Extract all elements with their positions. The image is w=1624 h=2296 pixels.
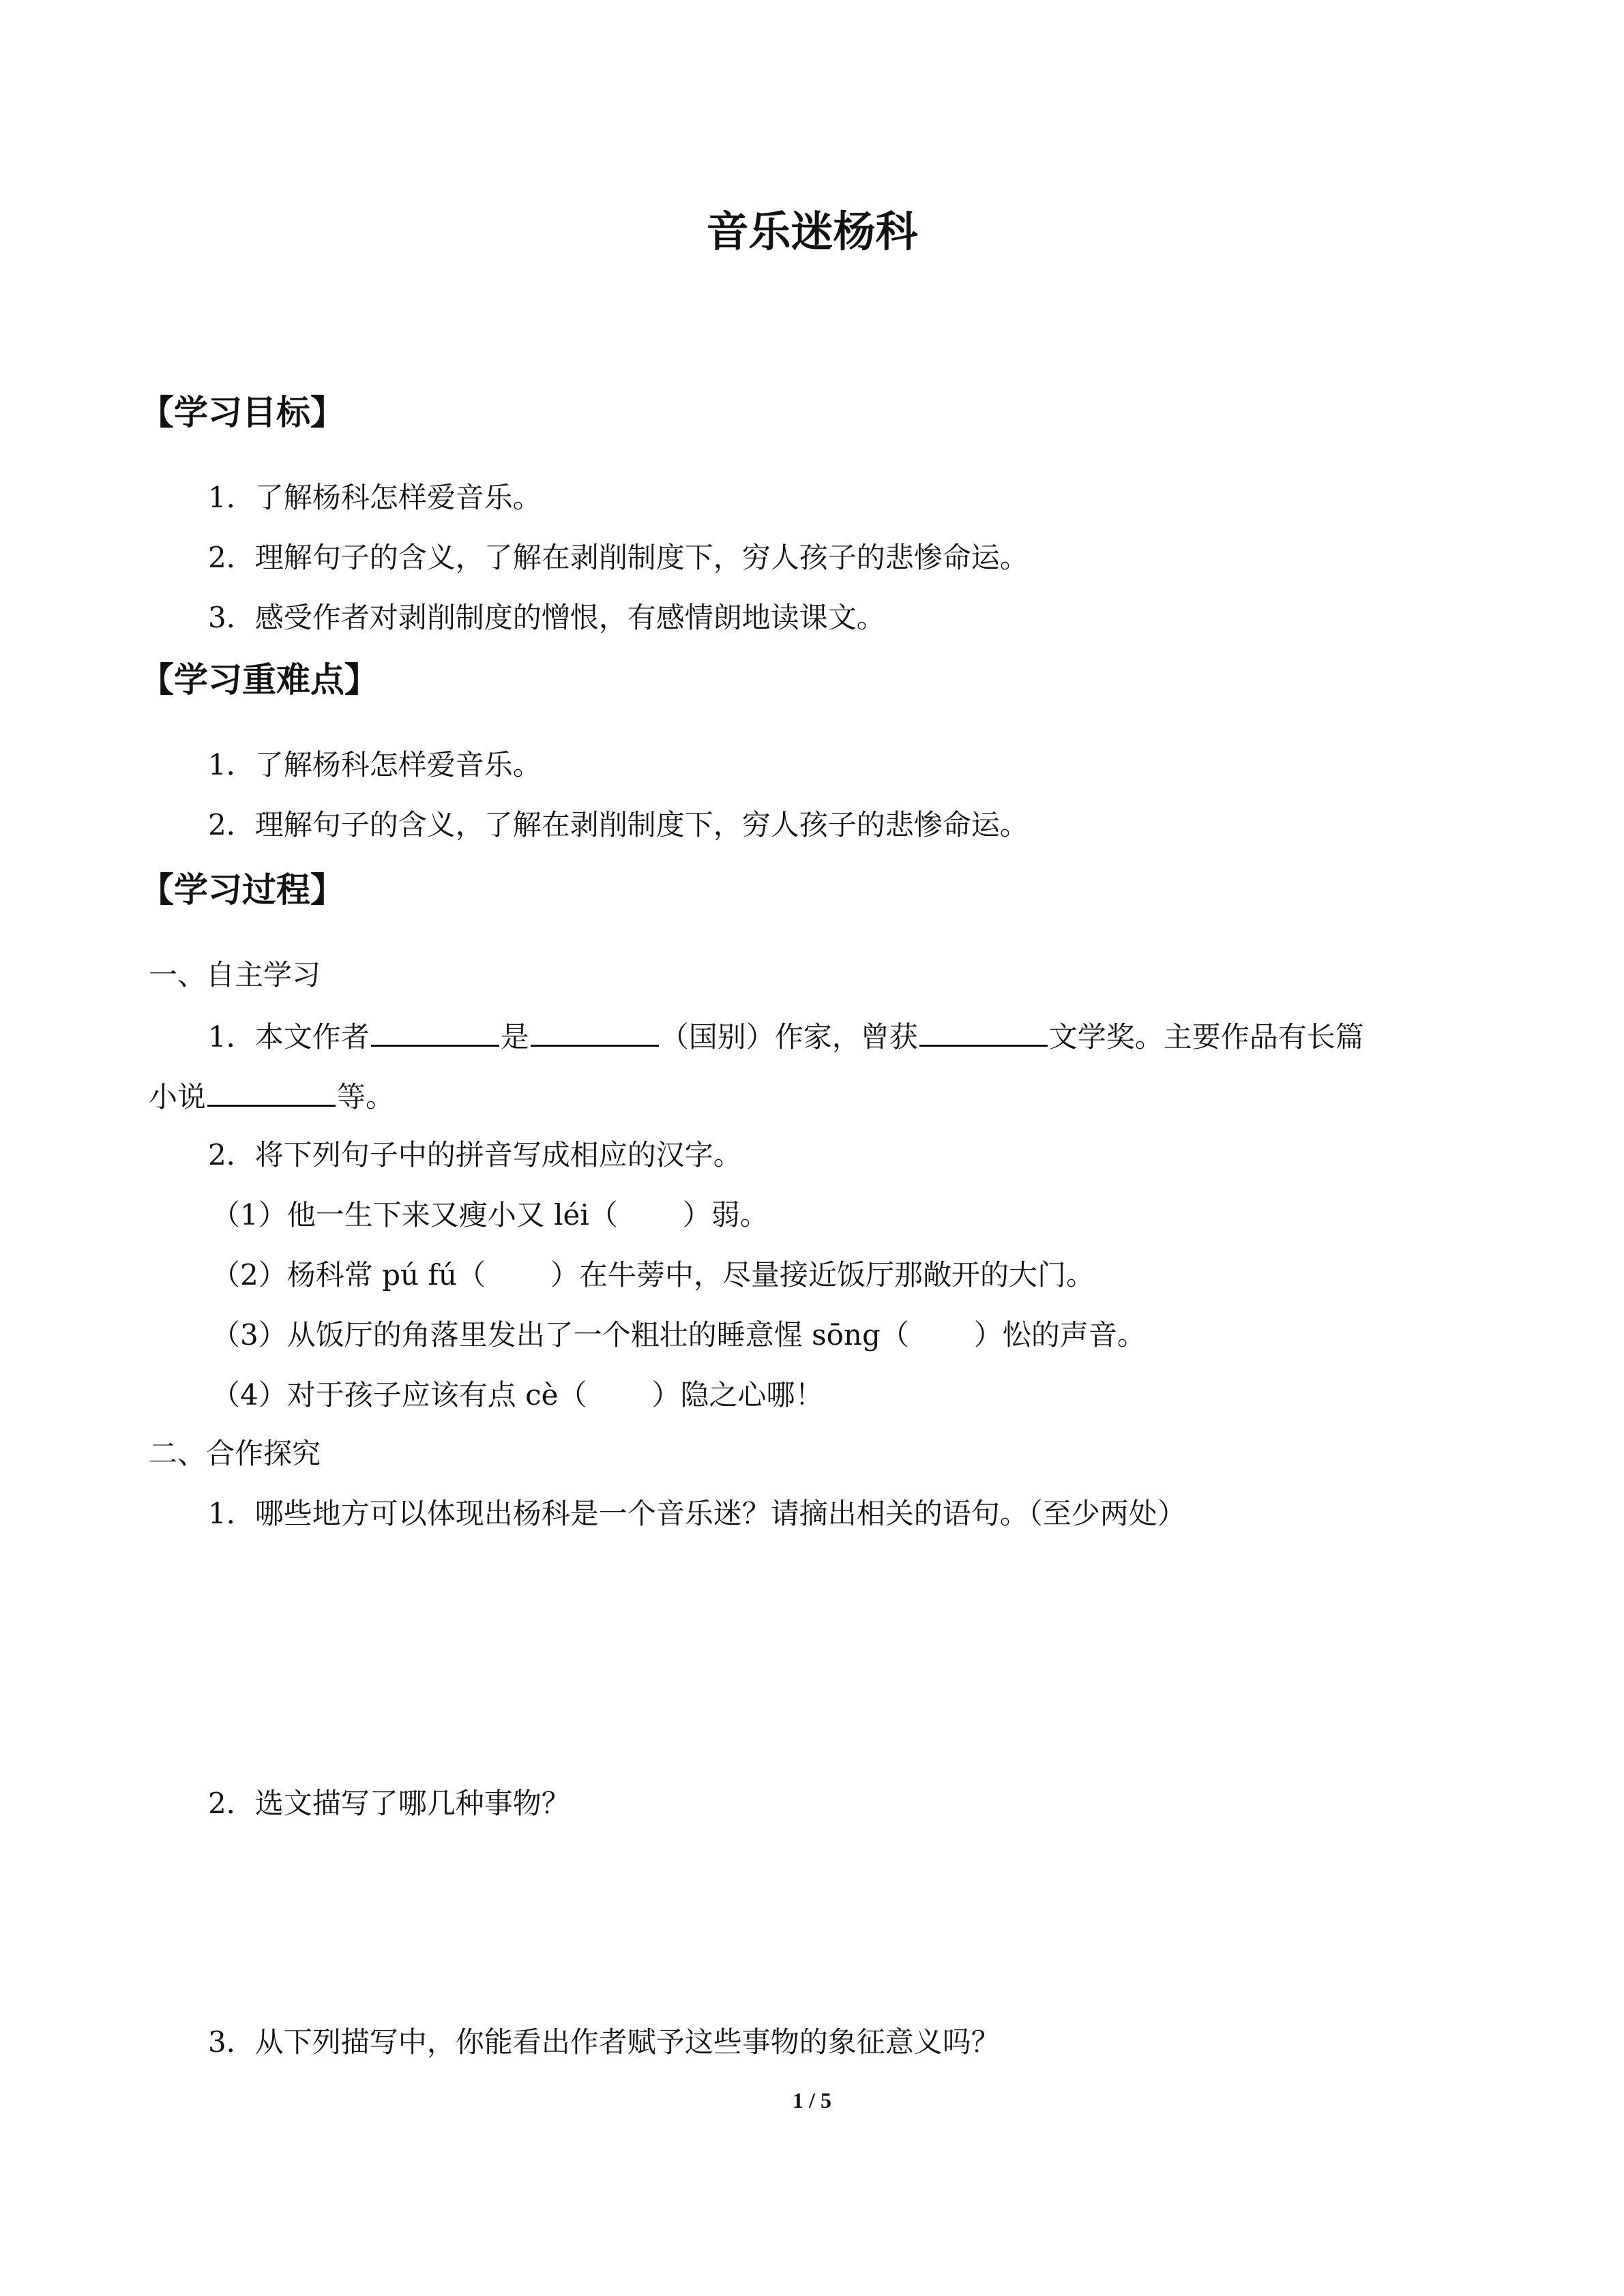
goal-item: 3．感受作者对剥削制度的憎恨，有感情朗地读课文。 (208, 601, 885, 634)
question-text: 1．本文作者 (208, 1020, 370, 1054)
pinyin-item-text: ）隐之心哪！ (651, 1378, 824, 1412)
question-pinyin-intro: 2．将下列句子中的拼音写成相应的汉字。 (208, 1138, 742, 1172)
pinyin-item (211, 1375, 823, 1416)
pinyin-item-text: ）在牛蒡中，尽量接近饭厅那敞开的大门。 (550, 1258, 1095, 1292)
document-title: 音乐迷杨科 (706, 207, 918, 256)
question-author-line-cont (149, 1075, 394, 1118)
blank-novel[interactable] (207, 1075, 336, 1107)
blank-award[interactable] (919, 1015, 1048, 1047)
question-text: 等。 (337, 1080, 395, 1114)
question-text: （国别）作家，曾获 (660, 1020, 918, 1054)
question-author-line (208, 1015, 1364, 1058)
question-text: 小说 (149, 1080, 207, 1114)
section-cooperative-title: 二、合作探究 (149, 1437, 321, 1470)
keypoint-item: 1．了解杨科怎样爱音乐。 (208, 748, 542, 781)
keypoint-item: 2．理解句子的含义，了解在剥削制度下，穷人孩子的悲惨命运。 (208, 808, 1029, 841)
pinyin-item-text: ）弱。 (682, 1198, 769, 1232)
blank-country[interactable] (531, 1015, 659, 1047)
pinyin-item-text: ）忪的声音。 (973, 1318, 1146, 1352)
blank-author[interactable] (371, 1015, 499, 1047)
pinyin-item (211, 1195, 769, 1236)
heading-key-points: 【学习重难点】 (140, 660, 379, 700)
pinyin-item-text: （2）杨科常 pú fú（ (211, 1258, 486, 1292)
pinyin-item (211, 1315, 1146, 1356)
heading-learning-goals: 【学习目标】 (140, 393, 344, 432)
cooperative-question: 1．哪些地方可以体现出杨科是一个音乐迷？请摘出相关的语句。（至少两处） (208, 1497, 1186, 1530)
pinyin-item-text: （1）他一生下来又瘦小又 léi（ (211, 1198, 618, 1232)
heading-learning-process: 【学习过程】 (140, 870, 344, 910)
goal-item: 1．了解杨科怎样爱音乐。 (208, 481, 542, 514)
question-text: 是 (500, 1020, 529, 1054)
cooperative-question: 3．从下列描写中，你能看出作者赋予这些事物的象征意义吗？ (208, 2025, 1000, 2059)
goal-item: 2．理解句子的含义，了解在剥削制度下，穷人孩子的悲惨命运。 (208, 541, 1029, 574)
section-self-study-title: 一、自主学习 (149, 958, 321, 992)
page-number: 1 / 5 (793, 2088, 831, 2113)
pinyin-item (211, 1255, 1095, 1296)
cooperative-question: 2．选文描写了哪几种事物？ (208, 1787, 570, 1820)
pinyin-item-text: （4）对于孩子应该有点 cè（ (211, 1378, 587, 1412)
question-text: 文学奖。主要作品有长篇 (1048, 1020, 1364, 1054)
pinyin-item-text: （3）从饭厅的角落里发出了一个粗壮的睡意惺 sōng（ (211, 1318, 909, 1352)
